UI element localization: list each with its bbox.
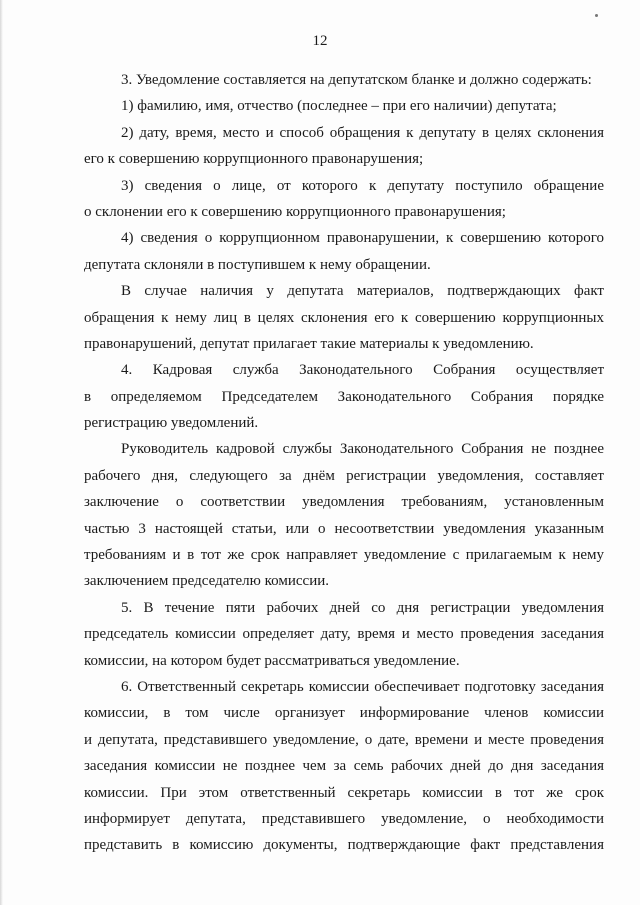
text-line: 6. Ответственный секретарь комиссии обеспечивает подготовку заседания	[121, 678, 604, 695]
scan-speck	[595, 14, 598, 17]
text-line: регистрацию уведомлений.	[84, 415, 259, 432]
document-body	[84, 67, 604, 859]
text-line: его к совершению коррупционного правонарушения;	[84, 151, 424, 168]
text-line: 2) дату, время, место и способ обращения к депутату в целях склонения	[121, 124, 604, 141]
text-line: 5. В течение пяти рабочих дней со дня регистрации уведомления	[121, 599, 604, 616]
text-line: и депутата, представившего уведомление, о дате, времени и месте проведения	[84, 731, 604, 748]
text-line: 4. Кадровая служба Законодательного Собрания осуществляет	[121, 362, 604, 379]
paragraph-2	[84, 93, 604, 119]
text-line: частью 3 настоящей статьи, или о несоответствии уведомления указанным	[84, 520, 604, 537]
paragraph-9	[84, 595, 604, 674]
text-line: комиссии, на котором будет рассматриваться уведомление.	[84, 652, 460, 669]
text-line: депутата склоняли в поступившем к нему обращении.	[84, 256, 431, 273]
paragraph-7	[84, 357, 604, 436]
text-line: В случае наличия у депутата материалов, подтверждающих факт	[121, 283, 604, 300]
text-line: в определяемом Председателем Законодательного Собрания порядке	[84, 388, 604, 405]
scan-edge-shadow	[0, 0, 3, 905]
paragraph-6	[84, 278, 604, 357]
paragraph-3	[84, 120, 604, 173]
page-number: 12	[312, 33, 328, 49]
text-line: требованиям и в тот же срок направляет уведомление с прилагаемым к нему	[84, 547, 604, 564]
text-line: информирует депутата, представившего уведомление, о необходимости	[84, 810, 604, 827]
text-line: Руководитель кадровой службы Законодательного Собрания не позднее	[121, 441, 604, 458]
paragraph-4	[84, 173, 604, 226]
text-line: 3) сведения о лице, от которого к депутату поступило обращение	[121, 177, 604, 194]
text-line: председатель комиссии определяет дату, время и место проведения заседания	[84, 626, 604, 643]
text-line: 3. Уведомление составляется на депутатском бланке и должно содержать:	[121, 72, 592, 88]
text-line: обращения к нему лиц в целях склонения его к совершению коррупционных	[84, 309, 604, 326]
text-line: комиссии. При этом ответственный секретарь комиссии в тот же срок	[84, 784, 604, 801]
paragraph-8	[84, 436, 604, 594]
paragraph-10	[84, 674, 604, 859]
text-line: о склонении его к совершению коррупционного правонарушения;	[84, 203, 506, 220]
text-line: представить в комиссию документы, подтверждающие факт представления	[84, 837, 604, 854]
text-line: заседания комиссии не позднее чем за семь рабочих дней до дня заседания	[84, 758, 604, 775]
text-line: 4) сведения о коррупционном правонарушении, к совершению которого	[121, 230, 604, 247]
paragraph-1	[84, 67, 604, 93]
text-line: рабочего дня, следующего за днём регистрации уведомления, составляет	[84, 467, 604, 484]
paragraph-5	[84, 225, 604, 278]
text-line: комиссии, в том числе организует информирование членов комиссии	[84, 705, 604, 722]
text-line: правонарушений, депутат прилагает такие материалы к уведомлению.	[84, 335, 534, 352]
text-line: 1) фамилию, имя, отчество (последнее – при его наличии) депутата;	[121, 98, 557, 115]
text-line: заключение о соответствии уведомления требованиям, установленным	[84, 494, 604, 511]
text-line: заключением председателю комиссии.	[84, 573, 330, 590]
